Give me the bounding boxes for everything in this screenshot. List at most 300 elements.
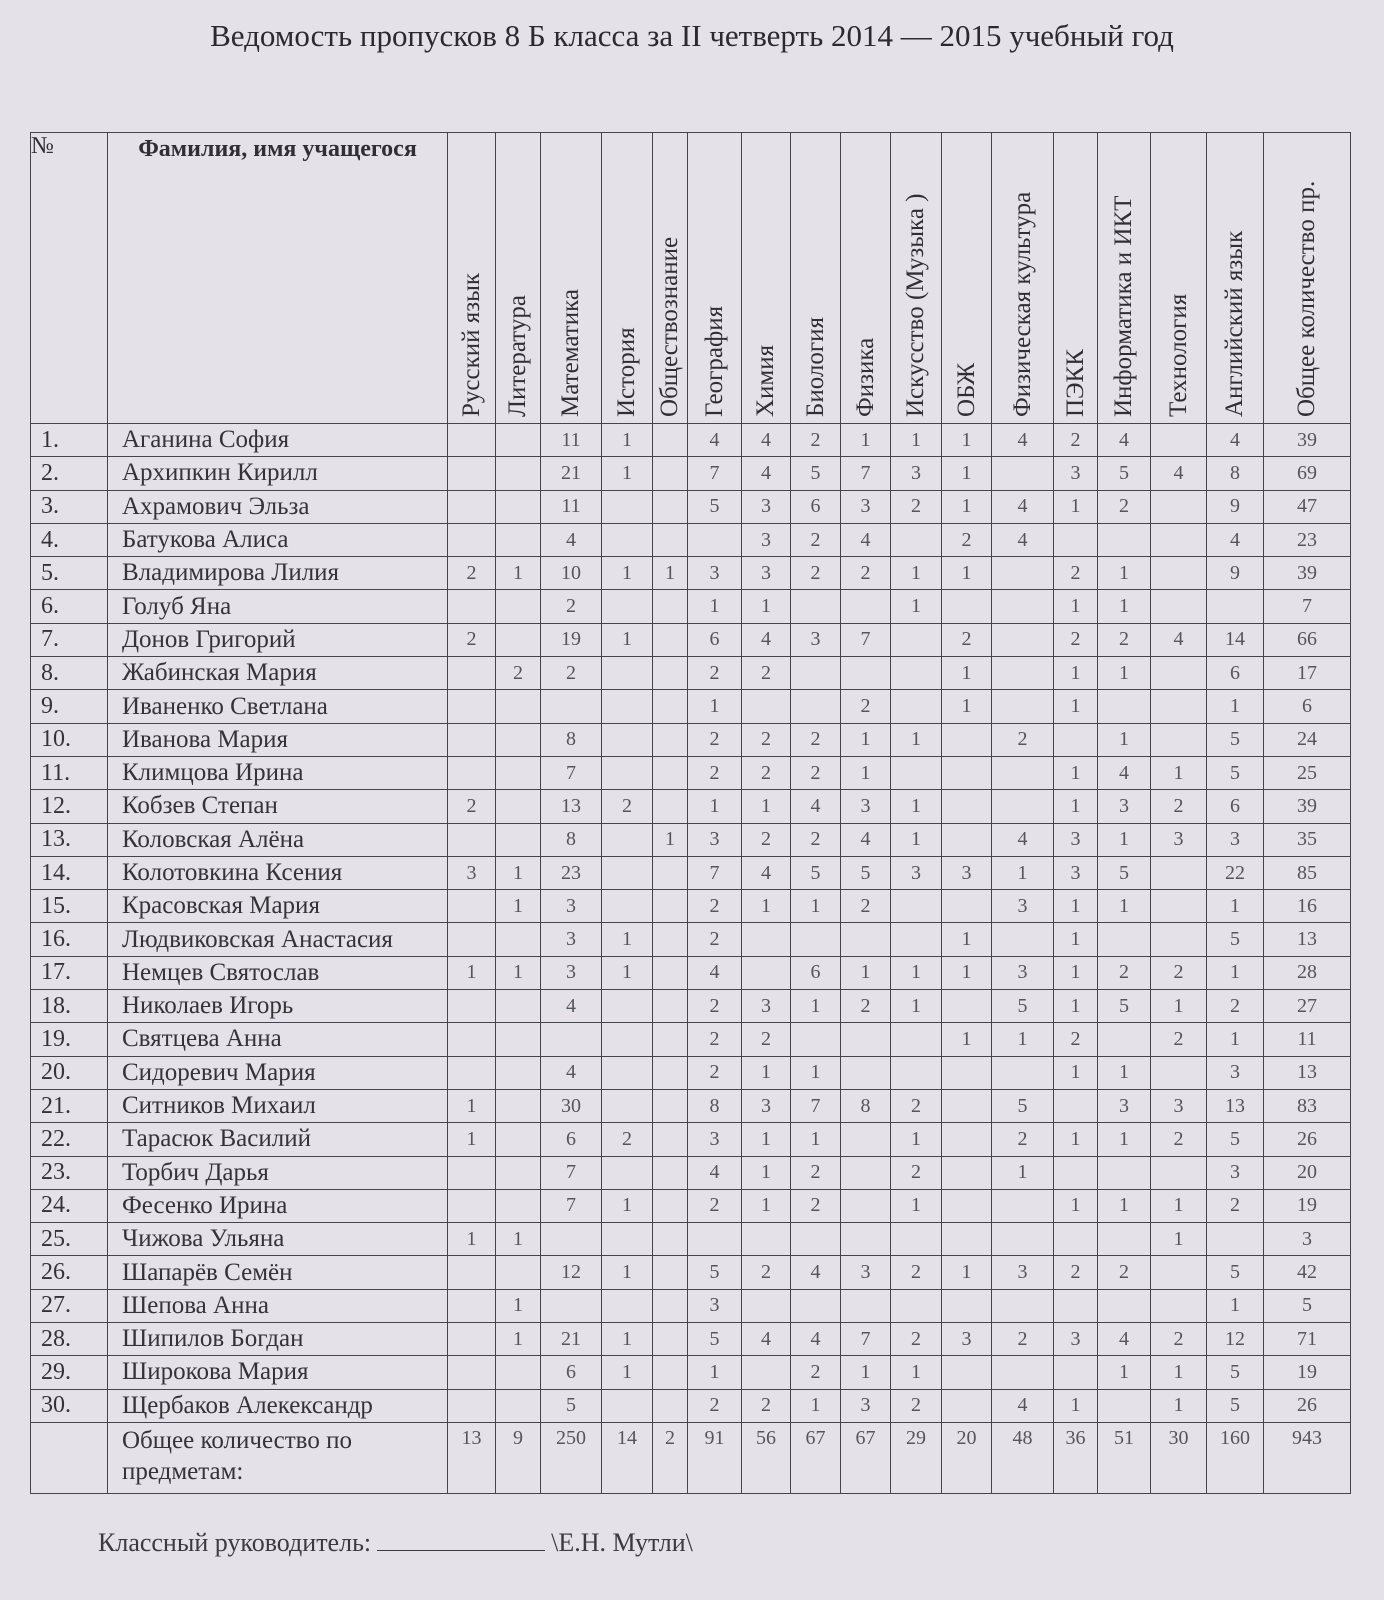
absence-cell: 2 — [1054, 623, 1098, 656]
student-name: Торбич Дарья — [108, 1156, 448, 1189]
header-subject — [791, 133, 841, 424]
absence-cell: 5 — [1207, 923, 1264, 956]
absence-cell: 3 — [891, 856, 942, 889]
absence-cell — [1098, 523, 1151, 556]
absence-cell: 3 — [1151, 1089, 1207, 1122]
footer-signature-name: \Е.Н. Мутли\ — [551, 1528, 693, 1557]
row-number: 19. — [31, 1023, 108, 1056]
absence-cell — [448, 823, 496, 856]
row-number: 25. — [31, 1223, 108, 1256]
absence-cell — [496, 1023, 541, 1056]
absence-cell: 2 — [942, 623, 992, 656]
absence-cell — [602, 1223, 653, 1256]
absence-cell: 3 — [688, 823, 742, 856]
absence-cell: 6 — [791, 490, 841, 523]
absence-cell: 26 — [1264, 1389, 1351, 1422]
absence-cell — [688, 523, 742, 556]
student-name: Шипилов Богдан — [108, 1323, 448, 1356]
student-name: Святцева Анна — [108, 1023, 448, 1056]
absence-cell: 5 — [1098, 856, 1151, 889]
absence-cell: 2 — [688, 890, 742, 923]
absence-cell: 23 — [1264, 523, 1351, 556]
header-subject-label: ПЭКК — [1061, 349, 1089, 417]
absence-cell: 2 — [688, 1189, 742, 1222]
absence-cell — [992, 1189, 1054, 1222]
absence-cell: 4 — [742, 856, 791, 889]
absence-cell: 3 — [791, 623, 841, 656]
absence-cell: 1 — [688, 790, 742, 823]
absence-cell: 12 — [541, 1256, 602, 1289]
total-cell: 67 — [791, 1422, 841, 1493]
absence-cell: 1 — [496, 856, 541, 889]
total-cell: 14 — [602, 1422, 653, 1493]
absence-cell: 2 — [688, 657, 742, 690]
absence-cell: 1 — [942, 457, 992, 490]
student-name: Красовская Мария — [108, 890, 448, 923]
absence-cell: 3 — [541, 956, 602, 989]
absence-cell — [653, 1389, 688, 1422]
absence-cell: 3 — [688, 1289, 742, 1322]
absence-cell: 1 — [742, 890, 791, 923]
absence-cell — [992, 623, 1054, 656]
absence-cell: 1 — [791, 990, 841, 1023]
absence-cell: 2 — [688, 1389, 742, 1422]
absence-cell: 1 — [1151, 1189, 1207, 1222]
absence-cell: 1 — [602, 424, 653, 457]
absence-cell: 2 — [688, 756, 742, 789]
absence-cell — [653, 790, 688, 823]
absence-cell: 1 — [1151, 1356, 1207, 1389]
absence-cell — [653, 1356, 688, 1389]
absence-cell: 1 — [1054, 790, 1098, 823]
footer-signature — [98, 1528, 693, 1558]
absence-cell: 3 — [742, 523, 791, 556]
absence-cell: 3 — [841, 1389, 891, 1422]
absence-cell: 2 — [1054, 1256, 1098, 1289]
absence-cell: 1 — [1054, 1056, 1098, 1089]
absence-cell — [1151, 523, 1207, 556]
row-number: 8. — [31, 657, 108, 690]
absence-cell: 47 — [1264, 490, 1351, 523]
absence-cell: 4 — [688, 424, 742, 457]
absence-cell: 1 — [1054, 1189, 1098, 1222]
absence-cell: 3 — [992, 956, 1054, 989]
absence-cell — [496, 790, 541, 823]
absence-cell: 11 — [541, 424, 602, 457]
absence-cell: 3 — [992, 890, 1054, 923]
absence-cell — [891, 756, 942, 789]
absence-cell: 5 — [1264, 1289, 1351, 1322]
absence-cell — [891, 1056, 942, 1089]
absence-cell — [1054, 1156, 1098, 1189]
header-subject — [688, 133, 742, 424]
absence-cell: 1 — [742, 1156, 791, 1189]
absence-cell: 1 — [1151, 1389, 1207, 1422]
row-number: 22. — [31, 1123, 108, 1156]
absence-cell: 1 — [791, 1389, 841, 1422]
absence-cell: 4 — [1098, 424, 1151, 457]
header-subject — [942, 133, 992, 424]
student-name: Коловская Алёна — [108, 823, 448, 856]
absence-cell: 2 — [688, 990, 742, 1023]
absence-cell — [1054, 1356, 1098, 1389]
absence-cell: 1 — [602, 1356, 653, 1389]
absence-cell: 1 — [1098, 723, 1151, 756]
absence-cell — [653, 457, 688, 490]
absence-cell — [653, 1223, 688, 1256]
row-number: 10. — [31, 723, 108, 756]
absence-cell: 69 — [1264, 457, 1351, 490]
absence-cell: 2 — [992, 723, 1054, 756]
absence-cell: 1 — [1098, 1189, 1151, 1222]
absence-cell — [653, 1123, 688, 1156]
absence-cell: 2 — [742, 823, 791, 856]
absence-cell — [496, 1156, 541, 1189]
absence-cell: 3 — [688, 557, 742, 590]
absence-cell — [448, 756, 496, 789]
absence-cell: 2 — [1098, 956, 1151, 989]
absence-cell: 3 — [448, 856, 496, 889]
header-subject — [1054, 133, 1098, 424]
absence-cell — [942, 1156, 992, 1189]
absence-cell: 7 — [541, 756, 602, 789]
absence-cell: 2 — [841, 557, 891, 590]
absence-cell: 6 — [688, 623, 742, 656]
absence-cell: 1 — [1098, 557, 1151, 590]
absence-cell: 1 — [891, 1123, 942, 1156]
absence-cell: 1 — [992, 856, 1054, 889]
row-number: 17. — [31, 956, 108, 989]
absence-cell: 4 — [1207, 424, 1264, 457]
absence-cell: 4 — [742, 623, 791, 656]
absence-cell: 2 — [1151, 1023, 1207, 1056]
absence-cell — [653, 1023, 688, 1056]
absence-cell: 13 — [1207, 1089, 1264, 1122]
absence-cell: 1 — [891, 990, 942, 1023]
absence-cell — [602, 590, 653, 623]
absence-cell — [1098, 1156, 1151, 1189]
absence-cell: 3 — [1054, 856, 1098, 889]
absence-cell: 5 — [1207, 1123, 1264, 1156]
student-name: Ситников Михаил — [108, 1089, 448, 1122]
absence-cell — [992, 1056, 1054, 1089]
absence-cell: 3 — [841, 1256, 891, 1289]
absence-cell: 1 — [891, 590, 942, 623]
absence-cell — [942, 890, 992, 923]
absence-cell: 8 — [1207, 457, 1264, 490]
absence-cell: 3 — [1054, 823, 1098, 856]
absence-cell: 26 — [1264, 1123, 1351, 1156]
absence-cell: 6 — [1264, 690, 1351, 723]
absence-cell — [448, 424, 496, 457]
header-subject — [992, 133, 1054, 424]
absence-cell — [496, 1389, 541, 1422]
absence-cell: 2 — [448, 623, 496, 656]
absence-cell: 9 — [1207, 557, 1264, 590]
absence-cell — [448, 1023, 496, 1056]
table-row — [31, 1056, 1351, 1089]
absence-cell: 6 — [541, 1356, 602, 1389]
header-subject — [496, 133, 541, 424]
absence-cell: 1 — [688, 1356, 742, 1389]
absence-cell: 1 — [942, 1023, 992, 1056]
total-cell: 91 — [688, 1422, 742, 1493]
absence-cell: 1 — [841, 756, 891, 789]
table-row — [31, 1323, 1351, 1356]
absence-cell — [602, 756, 653, 789]
absence-cell — [841, 657, 891, 690]
absence-cell — [791, 690, 841, 723]
absence-cell: 1 — [891, 823, 942, 856]
absence-cell: 1 — [1207, 956, 1264, 989]
absence-cell: 2 — [841, 890, 891, 923]
absence-cell — [942, 590, 992, 623]
absence-cell: 1 — [1207, 890, 1264, 923]
absence-cell — [496, 923, 541, 956]
absence-cell — [1151, 1056, 1207, 1089]
absence-cell: 4 — [992, 523, 1054, 556]
absence-cell: 3 — [942, 856, 992, 889]
absence-cell — [602, 657, 653, 690]
header-subject — [841, 133, 891, 424]
absence-cell: 13 — [541, 790, 602, 823]
absence-cell — [602, 1089, 653, 1122]
absence-cell — [448, 1356, 496, 1389]
absence-cell — [496, 1356, 541, 1389]
absence-cell: 2 — [688, 1056, 742, 1089]
row-number: 27. — [31, 1289, 108, 1322]
absence-cell — [942, 1123, 992, 1156]
absence-cell: 7 — [791, 1089, 841, 1122]
absence-cell: 1 — [496, 1323, 541, 1356]
absence-cell — [841, 1289, 891, 1322]
absence-cell — [891, 923, 942, 956]
absence-cell — [688, 1223, 742, 1256]
absence-cell: 1 — [496, 890, 541, 923]
absence-cell — [448, 457, 496, 490]
total-row — [31, 1422, 1351, 1493]
absence-cell — [992, 756, 1054, 789]
absence-cell — [653, 1289, 688, 1322]
absence-cell: 1 — [496, 557, 541, 590]
absence-cell: 1 — [448, 1223, 496, 1256]
absence-cell: 4 — [541, 990, 602, 1023]
absence-cell: 4 — [742, 1323, 791, 1356]
absence-cell — [653, 856, 688, 889]
absence-cell: 1 — [1054, 923, 1098, 956]
absence-cell: 1 — [1054, 657, 1098, 690]
absence-cell: 1 — [1054, 890, 1098, 923]
absence-cell: 4 — [742, 424, 791, 457]
absence-cell: 30 — [541, 1089, 602, 1122]
absence-cell — [541, 690, 602, 723]
absence-cell: 1 — [602, 1189, 653, 1222]
absence-cell: 2 — [841, 990, 891, 1023]
table-row — [31, 1256, 1351, 1289]
absence-cell: 27 — [1264, 990, 1351, 1023]
absence-cell — [448, 590, 496, 623]
absence-cell — [448, 1256, 496, 1289]
student-name: Жабинская Мария — [108, 657, 448, 690]
student-name: Донов Григорий — [108, 623, 448, 656]
absence-cell: 3 — [1098, 1089, 1151, 1122]
absence-cell: 3 — [841, 490, 891, 523]
absence-cell — [602, 1056, 653, 1089]
absence-cell: 1 — [448, 956, 496, 989]
row-number: 24. — [31, 1189, 108, 1222]
header-subject-label: Физическая культура — [1008, 191, 1036, 417]
absence-cell: 3 — [1264, 1223, 1351, 1256]
absence-cell — [1054, 523, 1098, 556]
row-number: 13. — [31, 823, 108, 856]
absence-cell: 1 — [1054, 490, 1098, 523]
absence-cell — [891, 1223, 942, 1256]
absence-cell — [942, 1389, 992, 1422]
absence-cell — [742, 1356, 791, 1389]
absence-cell: 2 — [1151, 1323, 1207, 1356]
absence-cell — [841, 1223, 891, 1256]
absence-cell: 4 — [1207, 523, 1264, 556]
absence-cell — [1151, 890, 1207, 923]
absence-cell — [653, 1189, 688, 1222]
absence-cell — [891, 890, 942, 923]
absence-cell: 2 — [891, 1089, 942, 1122]
absence-cell — [1098, 923, 1151, 956]
absence-cell — [1151, 590, 1207, 623]
absence-cell: 71 — [1264, 1323, 1351, 1356]
absence-cell: 5 — [1207, 1256, 1264, 1289]
absence-cell: 42 — [1264, 1256, 1351, 1289]
absence-cell — [496, 690, 541, 723]
absence-cell: 6 — [791, 956, 841, 989]
absence-cell — [1151, 557, 1207, 590]
absence-cell — [602, 890, 653, 923]
absence-cell: 3 — [891, 457, 942, 490]
absence-cell: 21 — [541, 1323, 602, 1356]
absence-cell — [602, 723, 653, 756]
absence-cell: 4 — [742, 457, 791, 490]
student-name: Щербаков Алекександр — [108, 1389, 448, 1422]
header-subject — [742, 133, 791, 424]
absence-cell: 2 — [688, 1023, 742, 1056]
absence-cell: 1 — [942, 1256, 992, 1289]
row-number: 15. — [31, 890, 108, 923]
absence-cell — [602, 1389, 653, 1422]
absence-cell: 83 — [1264, 1089, 1351, 1122]
table-row — [31, 956, 1351, 989]
table-row — [31, 1123, 1351, 1156]
header-subject — [602, 133, 653, 424]
absence-cell: 3 — [992, 1256, 1054, 1289]
footer-label: Классный руководитель: — [98, 1528, 372, 1557]
absence-cell — [653, 657, 688, 690]
absence-cell: 5 — [791, 457, 841, 490]
absence-cell — [653, 690, 688, 723]
absence-cell: 1 — [942, 490, 992, 523]
table-row — [31, 590, 1351, 623]
absence-cell: 85 — [1264, 856, 1351, 889]
absence-cell — [541, 1023, 602, 1056]
absence-cell: 1 — [602, 457, 653, 490]
absence-cell — [496, 1256, 541, 1289]
total-cell: 30 — [1151, 1422, 1207, 1493]
absence-cell: 5 — [1207, 1356, 1264, 1389]
absence-cell — [653, 1089, 688, 1122]
absence-cell: 1 — [742, 590, 791, 623]
student-name: Шепова Анна — [108, 1289, 448, 1322]
absence-cell — [541, 1223, 602, 1256]
total-cell: 20 — [942, 1422, 992, 1493]
total-cell: 160 — [1207, 1422, 1264, 1493]
table-row — [31, 1223, 1351, 1256]
row-number: 7. — [31, 623, 108, 656]
absence-cell: 2 — [1207, 990, 1264, 1023]
absence-cell — [496, 457, 541, 490]
absence-cell: 2 — [742, 1023, 791, 1056]
absence-cell: 1 — [653, 557, 688, 590]
header-subject-label: Общее количество пр. — [1293, 180, 1320, 417]
absence-cell — [1207, 1223, 1264, 1256]
absence-cell: 5 — [1098, 990, 1151, 1023]
absence-cell: 1 — [942, 424, 992, 457]
row-number: 9. — [31, 690, 108, 723]
absence-cell — [942, 790, 992, 823]
row-number: 12. — [31, 790, 108, 823]
absence-cell: 6 — [541, 1123, 602, 1156]
absence-cell — [448, 1323, 496, 1356]
absence-cell: 1 — [1098, 657, 1151, 690]
absence-cell — [742, 1223, 791, 1256]
absence-cell: 8 — [688, 1089, 742, 1122]
absence-cell: 5 — [1207, 756, 1264, 789]
absence-cell: 2 — [891, 490, 942, 523]
absence-cell — [942, 1289, 992, 1322]
absence-cell — [992, 1223, 1054, 1256]
absence-cell — [1054, 1223, 1098, 1256]
table-row — [31, 657, 1351, 690]
absence-cell — [1151, 923, 1207, 956]
student-name: Голуб Яна — [108, 590, 448, 623]
absence-cell — [496, 1089, 541, 1122]
absence-cell: 2 — [1098, 490, 1151, 523]
absence-cell: 2 — [1054, 1023, 1098, 1056]
absence-cell — [841, 590, 891, 623]
absence-cell: 1 — [992, 1156, 1054, 1189]
absence-cell: 7 — [841, 623, 891, 656]
absence-cell — [653, 1056, 688, 1089]
absence-cell: 2 — [1098, 623, 1151, 656]
absence-cell: 3 — [1151, 823, 1207, 856]
absence-cell — [653, 723, 688, 756]
absence-cell — [448, 690, 496, 723]
absence-cell — [653, 990, 688, 1023]
table-row — [31, 523, 1351, 556]
student-name: Архипкин Кирилл — [108, 457, 448, 490]
absence-cell — [942, 1089, 992, 1122]
absence-cell — [496, 424, 541, 457]
table-row — [31, 823, 1351, 856]
absence-cell — [602, 856, 653, 889]
absence-cell: 23 — [541, 856, 602, 889]
absence-cell: 17 — [1264, 657, 1351, 690]
absence-cell — [448, 1389, 496, 1422]
absence-cell — [653, 623, 688, 656]
header-subject-label: Математика — [557, 289, 584, 417]
student-name: Тарасюк Василий — [108, 1123, 448, 1156]
row-number: 30. — [31, 1389, 108, 1422]
absence-cell — [992, 1356, 1054, 1389]
absence-cell — [1054, 1089, 1098, 1122]
